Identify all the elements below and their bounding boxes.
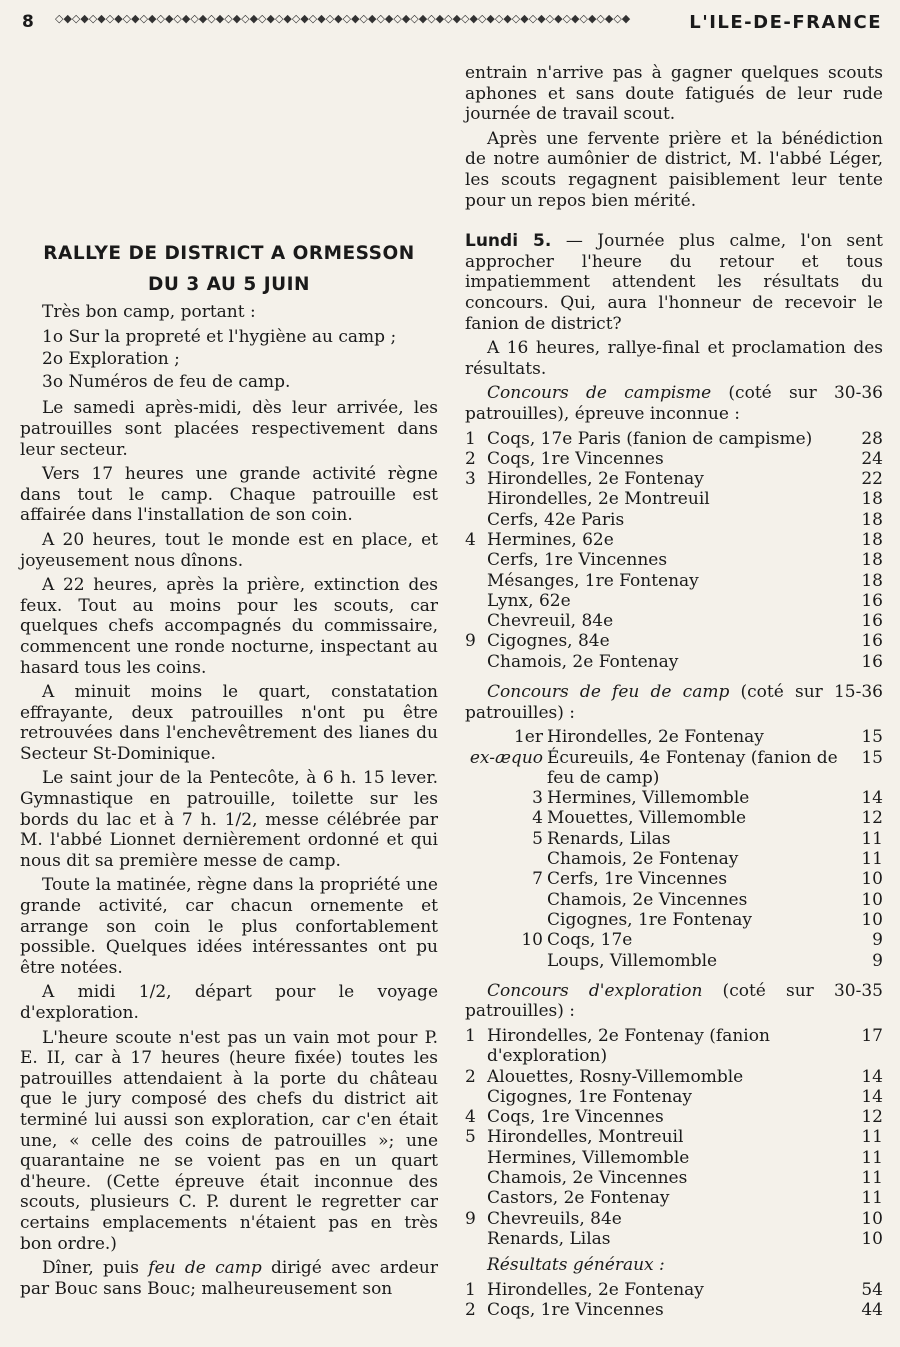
result-rank: 4 [532,808,543,829]
result-row [465,1107,883,1127]
result-row [465,727,883,747]
criteria-item: 3o Numéros de feu de camp. [42,371,291,392]
result-row [465,449,883,469]
result-score: 18 [861,529,883,550]
result-row [465,429,883,449]
result-rank: 5 [532,828,543,849]
result-name: Hirondelles, 2e Fontenay [487,1279,704,1300]
text-run: (coté sur 15-36 patrouilles) : [465,682,883,723]
section-heading-italic: Concours de campisme [487,383,712,404]
result-score: 16 [861,611,883,632]
result-name: Hirondelles, 2e Fontenay (fanion d'exploration) [487,1026,770,1067]
journal-title: L'ILE-DE-FRANCE [689,12,882,33]
result-row [465,469,883,489]
page-header [0,8,900,38]
result-rank [465,591,487,611]
result-score: 15 [861,727,883,748]
result-row [465,1168,883,1188]
text-run: dirigé avec ardeur par Bouc sans Bouc; malheureusement son [20,1258,438,1299]
result-score: 12 [861,1107,883,1128]
result-rank [465,550,487,570]
body-paragraph: A minuit moins le quart, constatation effrayante, deux patrouilles n'ont pu être retrouvées dans l'enchevêtrement des lianes du Secteur St-Dominique. [20,682,438,764]
result-name: Coqs, 1re Vincennes [487,448,664,469]
result-name: Écureuils, 4e Fontenay (fanion de feu de camp) [547,747,838,788]
result-row [465,748,883,789]
body-paragraph: Après une fervente prière et la bénédiction de notre aumônier de district, M. l'abbé Léger, les scouts regagnent paisiblement leur tente pour un repos bien mérité. [465,128,883,211]
text-run-italic: feu de camp [148,1258,262,1279]
result-rank: 2 [465,1066,476,1087]
result-rank [465,1148,487,1168]
result-score: 54 [861,1279,883,1300]
text-run: (coté sur 30-35 patrouilles) : [465,980,883,1022]
result-rank: 2 [465,448,476,469]
result-score: 24 [861,448,883,469]
result-name: Hirondelles, Montreuil [487,1127,684,1148]
result-name: Alouettes, Rosny-Villemomble [487,1066,744,1087]
result-name: Mouettes, Villemomble [547,808,747,829]
result-score: 18 [861,570,883,591]
result-rank [465,510,487,530]
result-row [465,1026,883,1067]
result-rank [465,1188,487,1208]
result-row [465,930,883,950]
result-score: 15 [861,747,883,768]
result-score: 18 [861,489,883,510]
result-score: 11 [861,1168,883,1189]
result-row [465,951,883,971]
result-score: 16 [861,651,883,672]
result-name: Chamois, 2e Fontenay [547,849,739,870]
result-name: Hirondelles, 2e Fontenay [547,727,764,748]
result-name: Cerfs, 1re Vincennes [547,869,728,890]
result-row [465,1148,883,1168]
body-paragraph: Vers 17 heures une grande activité règne dans tout le camp. Chaque patrouille est affairée dans l'installation de son coin. [20,464,438,526]
result-rank: 1 [465,1026,476,1046]
body-paragraph: L'heure scoute n'est pas un vain mot pour P. E. II, car à 17 heures (heure fixée) toutes les patrouilles attendaient à la porte du château que le jury composé des chefs du district ait terminé lui aussi son exploration, car c'en était une, « celle des coins de patrouilles »; une quarantaine ne se voient pas en un quart d'heure. (Cette épreuve était inconnue des scouts, plusieurs C. P. durent le regretter car certains emplacements n'étaient pas en très bon ordre.) [20,1027,438,1254]
result-row [465,890,883,910]
result-row [465,910,883,930]
result-row [465,652,883,672]
header-ornament: ◇◆◇◆◇◆◇◆◇◆◇◆◇◆◇◆◇◆◇◆◇◆◇◆◇◆◇◆◇◆◇◆◇◆◇◆◇◆◇◆◇◆◇◆◇◆◇◆◇◆◇◆◇◆◇◆◇◆◇◆◇◆◇◆◇◆◇◆ [55,12,631,25]
result-rank: 1 [465,428,476,449]
result-score: 11 [861,1127,883,1148]
result-name: Chamois, 2e Vincennes [547,889,748,910]
result-score: 10 [861,1208,883,1229]
result-score: 10 [861,889,883,910]
result-name: Cigognes, 1re Fontenay [487,1086,693,1107]
result-score: 10 [861,869,883,890]
result-name: Chamois, 2e Vincennes [487,1168,688,1189]
result-row [465,869,883,889]
result-name: Cerfs, 1re Vincennes [487,550,668,571]
section-heading: Résultats généraux : [487,1255,665,1276]
result-score: 28 [861,428,883,449]
article-title: RALLYE DE DISTRICT A ORMESSON [43,243,415,264]
result-rank [465,652,487,672]
body-paragraph: A 16 heures, rallye-final et proclamation des résultats. [465,338,883,379]
result-name: Renards, Lilas [547,828,671,849]
text-run: — Journée plus calme, l'on sent approcher l'heure du retour et tous impatiemment attendent les résultats du concours. Qui, aura l'honneur de recevoir le fanion de district? [465,231,883,334]
result-row [465,631,883,651]
result-name: Coqs, 17e [547,930,633,951]
result-score: 10 [861,1228,883,1249]
text-run: (coté sur 30-36 patrouilles), épreuve inconnue : [465,383,883,424]
result-rank: 10 [521,930,543,951]
result-name: Hermines, Villemomble [547,788,750,809]
result-score: 14 [861,788,883,809]
result-row [465,1067,883,1087]
result-name: Coqs, 1re Vincennes [487,1107,664,1128]
result-name: Coqs, 17e Paris (fanion de campisme) [487,428,813,449]
result-score: 18 [861,509,883,530]
result-rank [465,571,487,591]
result-name: Chevreuils, 84e [487,1208,622,1229]
left-column [20,240,438,1303]
result-rank: 9 [465,631,476,652]
result-score: 14 [861,1066,883,1087]
result-name: Chevreuil, 84e [487,611,614,632]
result-name: Cigognes, 1re Fontenay [547,909,753,930]
result-rank: 9 [465,1208,476,1229]
body-paragraph: Le samedi après-midi, dès leur arrivée, les patrouilles sont placées respectivement dans leur secteur. [20,398,438,460]
result-row [465,611,883,631]
right-column [465,63,883,1320]
result-rank [465,1168,487,1188]
result-row [465,510,883,530]
result-name: Renards, Lilas [487,1228,611,1249]
body-paragraph: A midi 1/2, départ pour le voyage d'exploration. [20,982,438,1023]
result-row [465,1280,883,1300]
result-score: 11 [861,828,883,849]
result-rank: 4 [465,529,476,550]
result-rank: 3 [532,788,543,809]
result-score: 9 [872,930,883,951]
result-row [465,849,883,869]
section-heading-italic: Concours de feu de camp [487,682,730,703]
feu-results [465,727,883,971]
result-rank [465,849,547,869]
result-name: Hirondelles, 2e Montreuil [487,489,710,510]
result-rank: 5 [465,1127,476,1148]
result-score: 16 [861,631,883,652]
result-row [465,1127,883,1147]
result-row [465,1188,883,1208]
section-heading-italic: Concours d'exploration [487,980,703,1001]
result-name: Cerfs, 42e Paris [487,509,625,530]
result-row [465,530,883,550]
result-score: 44 [861,1300,883,1321]
result-name: Coqs, 1re Vincennes [487,1300,664,1321]
result-name: Lynx, 62e [487,590,571,611]
result-name: Mésanges, 1re Fontenay [487,570,699,591]
result-score: 11 [861,1147,883,1168]
result-row [465,1300,883,1320]
body-paragraph: Toute la matinée, règne dans la propriété une grande activité, car chacun ornemente et arrange son coin le plus confortablement possible. Quelques idées intéressantes ont pu être notées. [20,875,438,978]
result-rank [465,611,487,631]
result-rank [465,1087,487,1107]
continued-paragraph: entrain n'arrive pas à gagner quelques scouts aphones et sans doute fatigués de leur rude journée de travail scout. [465,63,883,125]
general-results [465,1280,883,1321]
criteria-item: 1o Sur la propreté et l'hygiène au camp ; [42,326,397,347]
result-rank [465,910,547,930]
body-paragraph [20,1258,438,1299]
result-rank [465,890,547,910]
body-paragraph: A 22 heures, après la prière, extinction des feux. Tout au moins pour les scouts, car quelques chefs accompagnés du commissaire, commencent une ronde nocturne, inspectant au hasard tous les coins. [20,575,438,678]
result-name: Hermines, 62e [487,529,614,550]
page-number: 8 [22,12,34,32]
explo-results [465,1026,883,1249]
result-row [465,1229,883,1249]
result-score: 14 [861,1086,883,1107]
body-paragraph: A 20 heures, tout le monde est en place, et joyeusement nous dînons. [20,529,438,571]
day-label: Lundi 5. [465,231,552,252]
result-rank: 7 [532,869,543,890]
article-subtitle: DU 3 AU 5 JUIN [148,274,310,295]
result-row [465,489,883,509]
result-score: 9 [872,950,883,971]
result-row [465,788,883,808]
result-rank [465,1229,487,1249]
result-name: Loups, Villemomble [547,950,718,971]
result-score: 12 [861,808,883,829]
lundi-paragraph [465,231,883,334]
criteria-item: 2o Exploration ; [42,349,180,370]
intro-paragraph: Très bon camp, portant : [42,302,256,322]
result-row [465,1087,883,1107]
result-row [465,829,883,849]
campisme-results [465,429,883,673]
result-score: 10 [861,909,883,930]
result-name: Hermines, Villemomble [487,1147,690,1168]
result-row [465,808,883,828]
result-rank: 4 [465,1107,476,1128]
result-row [465,571,883,591]
result-row [465,1209,883,1229]
result-rank [465,489,487,509]
section-heading [465,383,883,424]
result-rank: 1er [513,727,543,748]
result-name: Hirondelles, 2e Fontenay [487,469,704,490]
result-score: 11 [861,849,883,870]
result-name: Cigognes, 84e [487,631,610,652]
section-heading [465,682,883,723]
result-row [465,591,883,611]
result-score: 22 [861,469,883,490]
result-score: 18 [861,550,883,571]
result-score: 17 [861,1026,883,1046]
result-name: Chamois, 2e Fontenay [487,651,679,672]
result-score: 16 [861,590,883,611]
section-heading [465,981,883,1022]
result-row [465,550,883,570]
body-paragraph: Le saint jour de la Pentecôte, à 6 h. 15 lever. Gymnastique en patrouille, toilette sur les bords du lac et à 7 h. 1/2, messe célébrée par M. l'abbé Lionnet dernièrement ordonné et qui nous dit sa première messe de camp. [20,768,438,871]
text-run: Dîner, puis [42,1258,149,1279]
result-rank: ex-æquo [469,747,543,768]
result-rank: 3 [465,469,476,490]
result-score: 11 [861,1188,883,1209]
result-rank: 1 [465,1279,476,1300]
result-rank: 2 [465,1300,476,1321]
result-name: Castors, 2e Fontenay [487,1188,670,1209]
result-rank [465,951,547,971]
